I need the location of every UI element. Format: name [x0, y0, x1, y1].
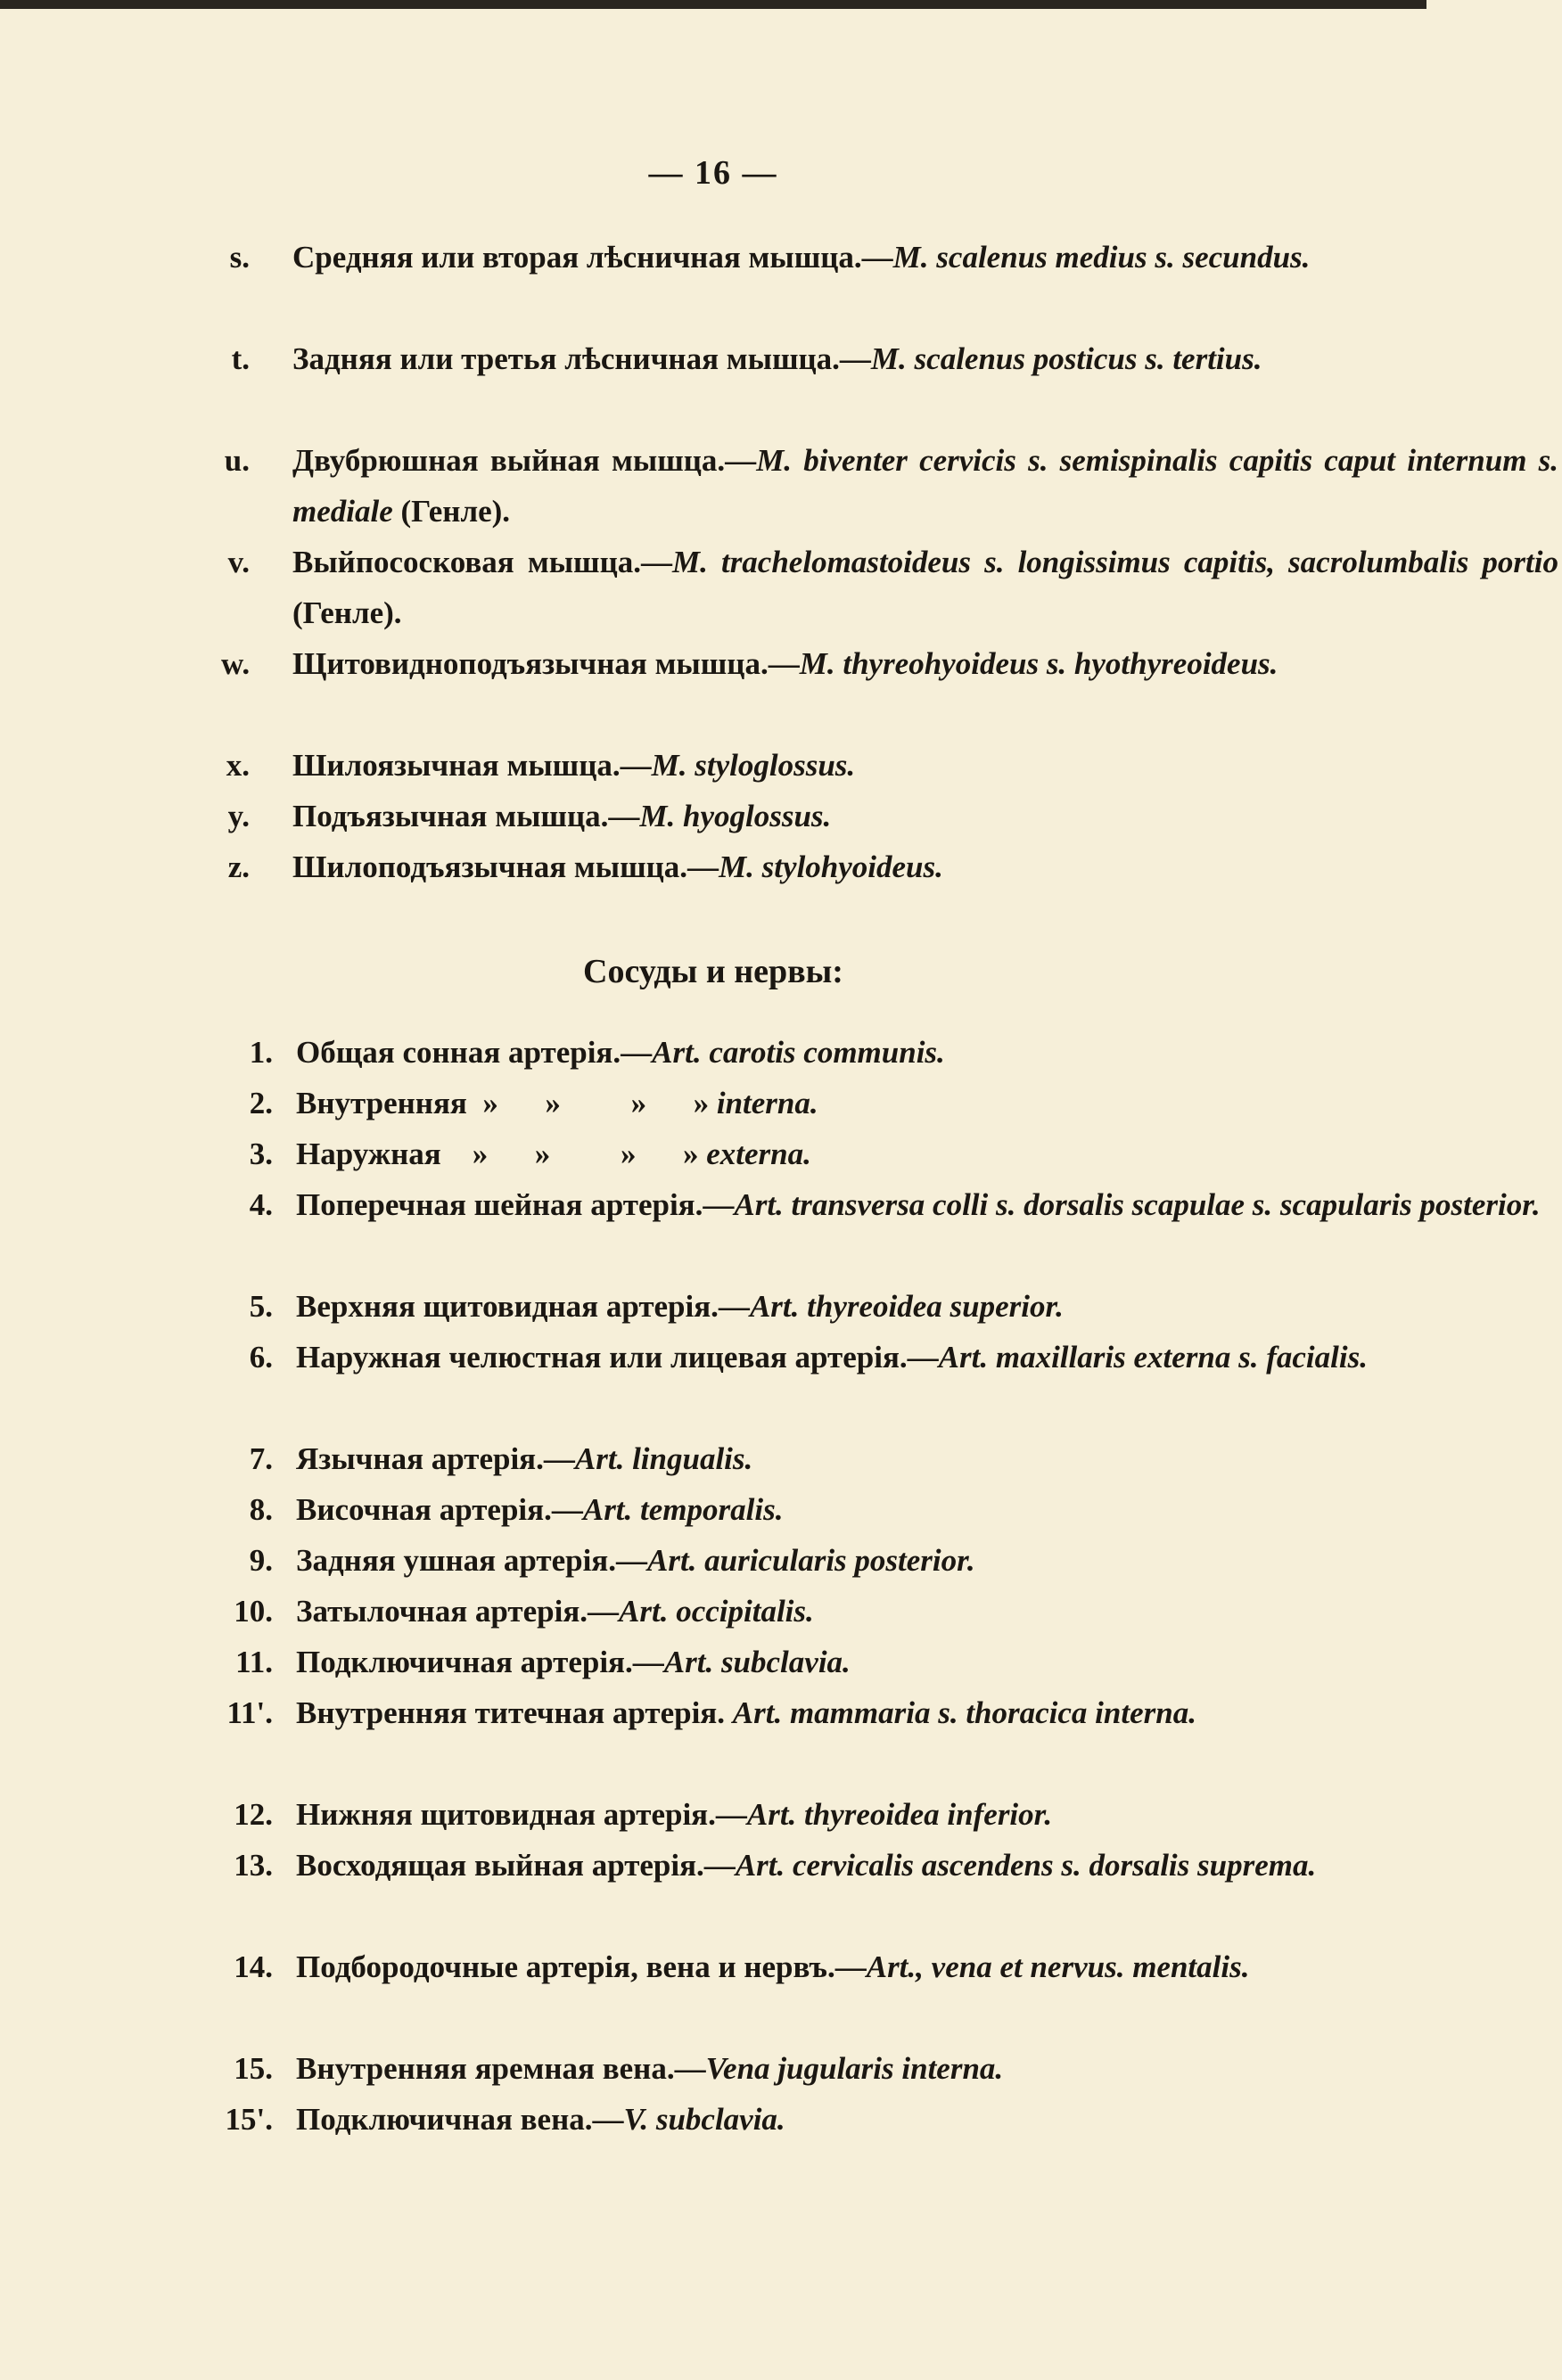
latin-name: Art. thyreoidea inferior. — [746, 1797, 1053, 1832]
russian-name: Подключичная вена.— — [296, 2102, 624, 2137]
russian-name: Нижняя щитовидная артерія.— — [296, 1797, 747, 1832]
list-item-text — [296, 1027, 1562, 1078]
list-marker: 15. — [234, 2051, 273, 2086]
scan-edge — [0, 0, 1426, 9]
russian-name: Подбородочные артерія, вена и нервъ.— — [296, 1949, 867, 1984]
section-title: Сосуды и нервы: — [583, 953, 843, 990]
russian-name: Наружная челюстная или лицевая артерія.— — [296, 1340, 939, 1375]
list-item-text — [296, 1484, 1562, 1535]
list-item-text — [296, 1078, 1562, 1128]
russian-name: Подъязычная мышца.— — [292, 799, 640, 833]
list-marker: 9. — [249, 1543, 273, 1578]
latin-name: interna. — [716, 1086, 818, 1120]
list-marker: 3. — [249, 1137, 273, 1171]
russian-name: Наружная » » » » — [296, 1137, 707, 1171]
russian-name: Внутренняя яремная вена.— — [296, 2051, 706, 2086]
list-item-text — [292, 435, 1558, 537]
list-marker: 14. — [234, 1949, 273, 1984]
list-item-text — [296, 1535, 1562, 1586]
russian-name: Общая сонная артерія.— — [296, 1035, 653, 1070]
list-marker: 11. — [235, 1645, 273, 1679]
list-marker: 11'. — [226, 1695, 273, 1730]
latin-name: M. scalenus posticus s. tertius. — [870, 341, 1262, 376]
list-item-text — [292, 232, 1558, 283]
list-marker: w. — [221, 646, 251, 681]
list-marker: s. — [229, 240, 250, 275]
latin-name: V. subclavia. — [623, 2102, 785, 2137]
russian-name: Двубрюшная выйная мышца.— — [292, 443, 757, 478]
list-marker: 4. — [249, 1187, 273, 1222]
russian-name: Внутренняя титечная артерія. — [296, 1695, 733, 1730]
list-marker: u. — [224, 443, 250, 478]
latin-name: Art. maxillaris externa s. facialis. — [938, 1340, 1368, 1375]
latin-name: Art. occipitalis. — [619, 1594, 814, 1629]
latin-name: M. thyreohyoideus s. hyothyreoideus. — [799, 646, 1278, 681]
russian-name: Восходящая выйная артерія.— — [296, 1848, 736, 1883]
list-marker: y. — [227, 799, 250, 833]
latin-name: Art. auricularis posterior. — [646, 1543, 975, 1578]
list-item-text — [292, 333, 1558, 384]
russian-name: Внутренняя » » » » — [296, 1086, 717, 1120]
list-item-text — [296, 1789, 1562, 1840]
latin-name: Art. cervicalis ascendens s. dorsalis suprema. — [735, 1848, 1317, 1883]
russian-name: Щитовидноподъязычная мышца.— — [292, 646, 800, 681]
list-item-text — [296, 1179, 1562, 1230]
latin-name: Vena jugularis interna. — [705, 2051, 1004, 2086]
list-item-text — [292, 791, 1558, 841]
russian-name: Выйпососковая мышца.— — [292, 545, 672, 579]
list-item-text — [296, 1687, 1562, 1738]
list-item-text — [296, 1281, 1562, 1332]
latin-name: externa. — [706, 1137, 811, 1171]
russian-name: Подключичная артерія.— — [296, 1645, 664, 1679]
page-number: — 16 — — [648, 154, 778, 192]
latin-name: Art. lingualis. — [574, 1441, 753, 1476]
latin-name: M. trachelomastoideus s. longissimus capitis, sacrolumbalis portio — [671, 545, 1558, 579]
list-marker: v. — [227, 545, 250, 579]
list-item-text — [296, 2094, 1562, 2145]
list-item-text — [296, 1637, 1562, 1687]
latin-name: Art. transversa colli s. dorsalis scapulae s. scapularis posterior. — [734, 1187, 1541, 1222]
list-marker: 7. — [249, 1441, 273, 1476]
russian-name: Височная артерія.— — [296, 1492, 583, 1527]
list-marker: t. — [231, 341, 250, 376]
list-marker: 5. — [249, 1289, 273, 1324]
list-item-text — [296, 1128, 1562, 1179]
list-marker: 13. — [234, 1848, 273, 1883]
latin-name: M. styloglossus. — [651, 748, 856, 783]
list-marker: 15'. — [225, 2102, 273, 2137]
latin-name: M. hyoglossus. — [639, 799, 832, 833]
russian-name: Верхняя щитовидная артерія.— — [296, 1289, 750, 1324]
list-item-text — [292, 841, 1558, 892]
list-marker: x. — [226, 748, 250, 783]
list-marker: 8. — [249, 1492, 273, 1527]
list-item-text — [296, 1332, 1562, 1383]
author-note: (Генле). — [292, 595, 402, 630]
list-item-text — [292, 537, 1558, 638]
russian-name: Затылочная артерія.— — [296, 1594, 620, 1629]
list-item-text — [292, 740, 1558, 791]
list-marker: 12. — [234, 1797, 273, 1832]
list-item-text — [296, 2043, 1562, 2094]
list-marker: z. — [227, 849, 250, 884]
russian-name: Задняя или третья лѣсничная мышца.— — [292, 341, 871, 376]
russian-name: Шилоподъязычная мышца.— — [292, 849, 719, 884]
author-note: (Генле). — [392, 494, 511, 529]
list-marker: 6. — [249, 1340, 273, 1375]
list-item-text — [296, 1433, 1562, 1484]
latin-name: Art. carotis communis. — [652, 1035, 945, 1070]
latin-name: Art. thyreoidea superior. — [749, 1289, 1064, 1324]
list-marker: 2. — [249, 1086, 273, 1120]
russian-name: Язычная артерія.— — [296, 1441, 575, 1476]
latin-name: Art. mammaria s. thoracica interna. — [732, 1695, 1196, 1730]
list-item-text — [292, 638, 1558, 689]
list-item-text — [296, 1941, 1562, 1992]
russian-name: Поперечная шейная артерія.— — [296, 1187, 735, 1222]
latin-name: Art., vena et nervus. mentalis. — [866, 1949, 1250, 1984]
latin-name: M. stylohyoideus. — [719, 849, 943, 884]
list-item-text — [296, 1840, 1562, 1891]
latin-name: M. scalenus medius s. secundus. — [892, 240, 1311, 275]
list-marker: 1. — [249, 1035, 273, 1070]
russian-name: Шилоязычная мышца.— — [292, 748, 652, 783]
latin-name: M. biventer cervicis s. semispinalis capitis caput internum s. mediale — [292, 443, 1558, 529]
list-marker: 10. — [234, 1594, 273, 1629]
russian-name: Задняя ушная артерія.— — [296, 1543, 647, 1578]
list-item-text — [296, 1586, 1562, 1637]
latin-name: Art. subclavia. — [663, 1645, 851, 1679]
latin-name: Art. temporalis. — [582, 1492, 784, 1527]
russian-name: Средняя или вторая лѣсничная мышца.— — [292, 240, 893, 275]
